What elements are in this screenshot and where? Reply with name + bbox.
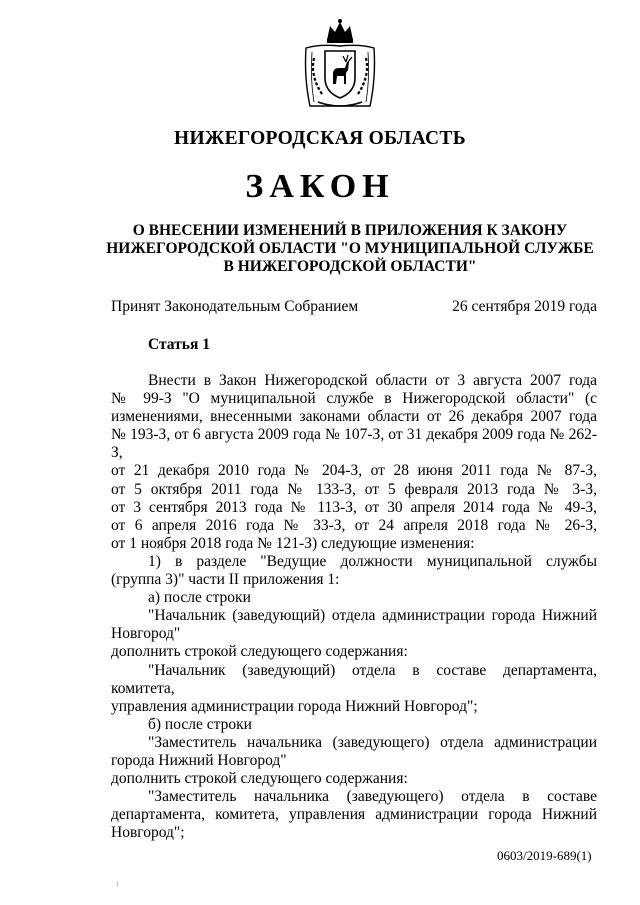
coat-of-arms-icon [300, 18, 380, 113]
body-line: "Начальник (заведующий) отдела администрации города Нижний [148, 607, 597, 625]
body-line: "Заместитель начальника (заведующего) отдела администрации [148, 733, 597, 751]
adopted-by: Принят Законодательным Собранием [111, 298, 359, 315]
document-type: ЗАКОН [245, 168, 395, 205]
body-line: от 21 декабря 2010 года № 204-З, от 28 июня 2011 года № 87-З, [111, 462, 597, 480]
body-line: № 193-З, от 6 августа 2009 года № 107-З, от 31 декабря 2009 года № 262-З, [111, 426, 597, 462]
body-line: изменениями, внесенными законами области от 26 декабря 2007 года [111, 408, 597, 426]
body-line: города Нижний Новгород" [111, 751, 287, 769]
article-heading: Статья 1 [148, 336, 210, 353]
body-line: дополнить строкой следующего содержания: [111, 770, 408, 788]
body-line: № 99-З "О муниципальной службе в Нижегородской области" (с [111, 390, 597, 408]
adoption-row [111, 298, 597, 316]
law-title [90, 222, 610, 276]
body-line: от 3 сентября 2013 года № 113-З, от 30 апреля 2014 года № 49-З, [111, 498, 597, 516]
law-title-line: В НИЖЕГОРОДСКОЙ ОБЛАСТИ" [223, 258, 477, 275]
law-title-line: НИЖЕГОРОДСКОЙ ОБЛАСТИ "О МУНИЦИПАЛЬНОЙ СЛУЖБЕ [106, 240, 594, 257]
body-line: Новгород" [111, 625, 181, 643]
body-line: (группа 3)" части II приложения 1: [111, 571, 340, 589]
document-number: 0603/2019-689(1) [497, 848, 592, 863]
body-line: от 6 апреля 2016 года № 33-З, от 24 апреля 2018 года № 26-З, [111, 516, 597, 534]
body-line: Новгород"; [111, 824, 185, 842]
body-line: департамента, комитета, управления администрации города Нижний [111, 806, 597, 824]
body-line: 1) в разделе "Ведущие должности муниципальной службы [148, 552, 597, 570]
body-line: б) после строки [148, 715, 252, 733]
body-line: "Заместитель начальника (заведующего) отдела в составе [148, 788, 597, 806]
body-line: Внести в Закон Нижегородской области от 3 августа 2007 года [148, 372, 597, 389]
article-body [111, 372, 597, 842]
body-line: дополнить строкой следующего содержания: [111, 643, 408, 661]
law-title-line: О ВНЕСЕНИИ ИЗМЕНЕНИЙ В ПРИЛОЖЕНИЯ К ЗАКОНУ [132, 222, 568, 239]
body-line: а) после строки [148, 589, 251, 607]
adoption-date: 26 сентября 2019 года [452, 298, 597, 315]
body-line: управления администрации города Нижний Новгород"; [111, 697, 478, 715]
body-line: "Начальник (заведующий) отдела в составе департамента, комитета, [111, 661, 597, 697]
body-line: от 5 октября 2011 года № 133-З, от 5 февраля 2013 года № 3-З, [111, 480, 597, 498]
scan-marks: ⁝ [116, 880, 119, 889]
region-heading: НИЖЕГОРОДСКАЯ ОБЛАСТЬ [174, 128, 466, 149]
body-line: от 1 ноября 2018 года № 121-З) следующие изменения: [111, 534, 475, 552]
